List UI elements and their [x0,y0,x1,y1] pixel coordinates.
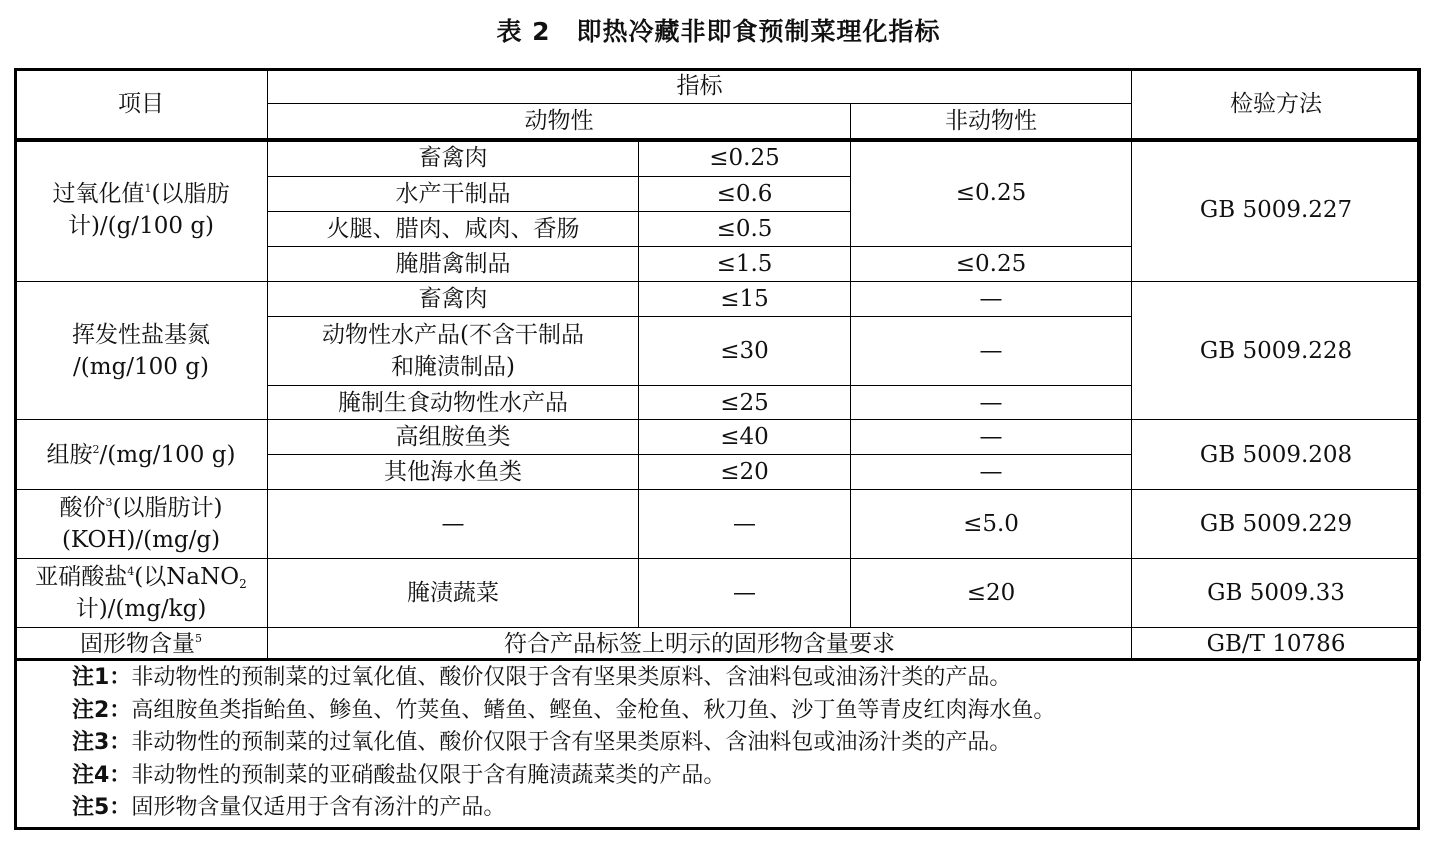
note-label: 注2： [72,697,132,723]
table-title-text: 即热冷藏非即食预制菜理化指标 [576,17,941,46]
peroxide-value-poultry: ≤0.25 [639,139,851,177]
histamine-non-animal-other: — [851,455,1132,490]
histamine-value-other: ≤20 [639,455,851,490]
peroxide-sub-cured-meat: 火腿、腊肉、咸肉、香肠 [268,212,639,247]
note-text: 非动物性的预制菜的亚硝酸盐仅限于含有腌渍蔬菜类的产品。 [131,762,726,788]
acid-value: — [639,490,851,559]
acid-method: GB 5009.229 [1132,490,1421,559]
nitrite-sub: 腌渍蔬菜 [268,559,639,628]
histamine-name-part: 组胺 [46,441,93,468]
tvbn-non-animal-aquatic: — [851,317,1132,386]
table-title [0,12,1437,48]
histamine-non-animal-high: — [851,420,1132,455]
note-label: 注5： [72,795,132,820]
footnote-mark: 2 [92,442,100,456]
tvbn-sub-raw-aquatic: 腌制生食动物性水产品 [268,386,639,420]
tvbn-sub-poultry: 畜禽肉 [268,282,639,317]
peroxide-name-part: 过氧化值 [52,181,145,207]
footnote-mark: 3 [105,496,113,509]
note-label: 注4： [72,762,132,788]
footnote-mark: 4 [127,565,135,578]
notes-section [72,662,1402,825]
note-text: 非动物性的预制菜的过氧化值、酸价仅限于含有坚果类原料、含油料包或油汤汁类的产品。 [131,665,1012,690]
tvbn-sub-aquatic-part: 和腌渍制品) [391,354,515,380]
note-item [72,792,1402,825]
note-item [72,662,1402,695]
note-text: 非动物性的预制菜的过氧化值、酸价仅限于含有坚果类原料、含油料包或油汤汁类的产品。 [131,730,1012,755]
nitrite-method: GB 5009.33 [1132,559,1421,628]
header-non-animal: 非动物性 [851,104,1132,139]
histamine-sub-high: 高组胺鱼类 [268,420,639,455]
peroxide-non-animal-value: ≤0.25 [851,139,1132,247]
table-number: 表 2 [496,17,551,46]
header-method: 检验方法 [1132,69,1421,139]
solids-method: GB/T 10786 [1132,628,1421,661]
header-animal: 动物性 [268,104,851,139]
tvbn-value-poultry: ≤15 [639,282,851,317]
peroxide-sub-cured-poultry: 腌腊禽制品 [268,247,639,282]
footnote-mark: 5 [195,632,202,645]
note-label: 注3： [72,730,132,755]
acid-sub: — [268,490,639,559]
nitrite-non-animal: ≤20 [851,559,1132,628]
note-label: 注1： [72,665,132,690]
acid-name-part: 酸价 [59,495,106,521]
note-text: 高组胺鱼类指鲐鱼、鲹鱼、竹荚鱼、鳍鱼、鲣鱼、金枪鱼、秋刀鱼、沙丁鱼等青皮红肉海水鱼。 [131,697,1056,723]
acid-unit: (KOH)/(mg/g) [61,527,221,553]
tvbn-non-animal-poultry: — [851,282,1132,317]
peroxide-unit: 计)/(g/100 g) [67,213,215,239]
nitrite-name-part: 亚硝酸盐 [35,564,128,590]
solids-name-part: 固形物含量 [80,631,195,657]
header-item: 项目 [15,69,268,139]
peroxide-sub-poultry: 畜禽肉 [268,139,639,177]
acid-non-animal: ≤5.0 [851,490,1132,559]
peroxide-name-part: (以脂肪 [151,181,230,207]
tvbn-non-animal-raw-aquatic: — [851,386,1132,420]
tvbn-value-aquatic: ≤30 [639,317,851,386]
note-text: 固形物含量仅适用于含有汤汁的产品。 [131,795,506,820]
histamine-method: GB 5009.208 [1132,420,1421,490]
note-item [72,727,1402,760]
peroxide-method: GB 5009.227 [1132,139,1421,282]
nitrite-unit: 计)/(mg/kg) [75,596,207,622]
nitrite-name-part: (以NaNO [134,564,240,590]
peroxide-value-cured-poultry: ≤1.5 [639,247,851,282]
peroxide-value-dried-aquatic: ≤0.6 [639,177,851,212]
nitrite-value: — [639,559,851,628]
histamine-unit: /(mg/100 g) [99,441,236,468]
peroxide-value-cured-meat: ≤0.5 [639,212,851,247]
tvbn-value-raw-aquatic: ≤25 [639,386,851,420]
peroxide-sub-dried-aquatic: 水产干制品 [268,177,639,212]
histamine-value-high: ≤40 [639,420,851,455]
acid-name-part: (以脂肪计) [112,495,223,521]
tvbn-method: GB 5009.228 [1132,282,1421,420]
header-indicator: 指标 [268,69,1132,104]
note-item [72,760,1402,793]
note-item [72,695,1402,728]
histamine-sub-other: 其他海水鱼类 [268,455,639,490]
peroxide-non-animal-value-2: ≤0.25 [851,247,1132,282]
tvbn-sub-aquatic-part: 动物性水产品(不含干制品 [322,322,584,348]
tvbn-name-part: 挥发性盐基氮 [72,321,210,348]
tvbn-unit: /(mg/100 g) [73,353,209,380]
subscript: 2 [239,577,247,591]
footnote-mark: 1 [144,182,152,195]
solids-requirement: 符合产品标签上明示的固形物含量要求 [268,628,1132,661]
